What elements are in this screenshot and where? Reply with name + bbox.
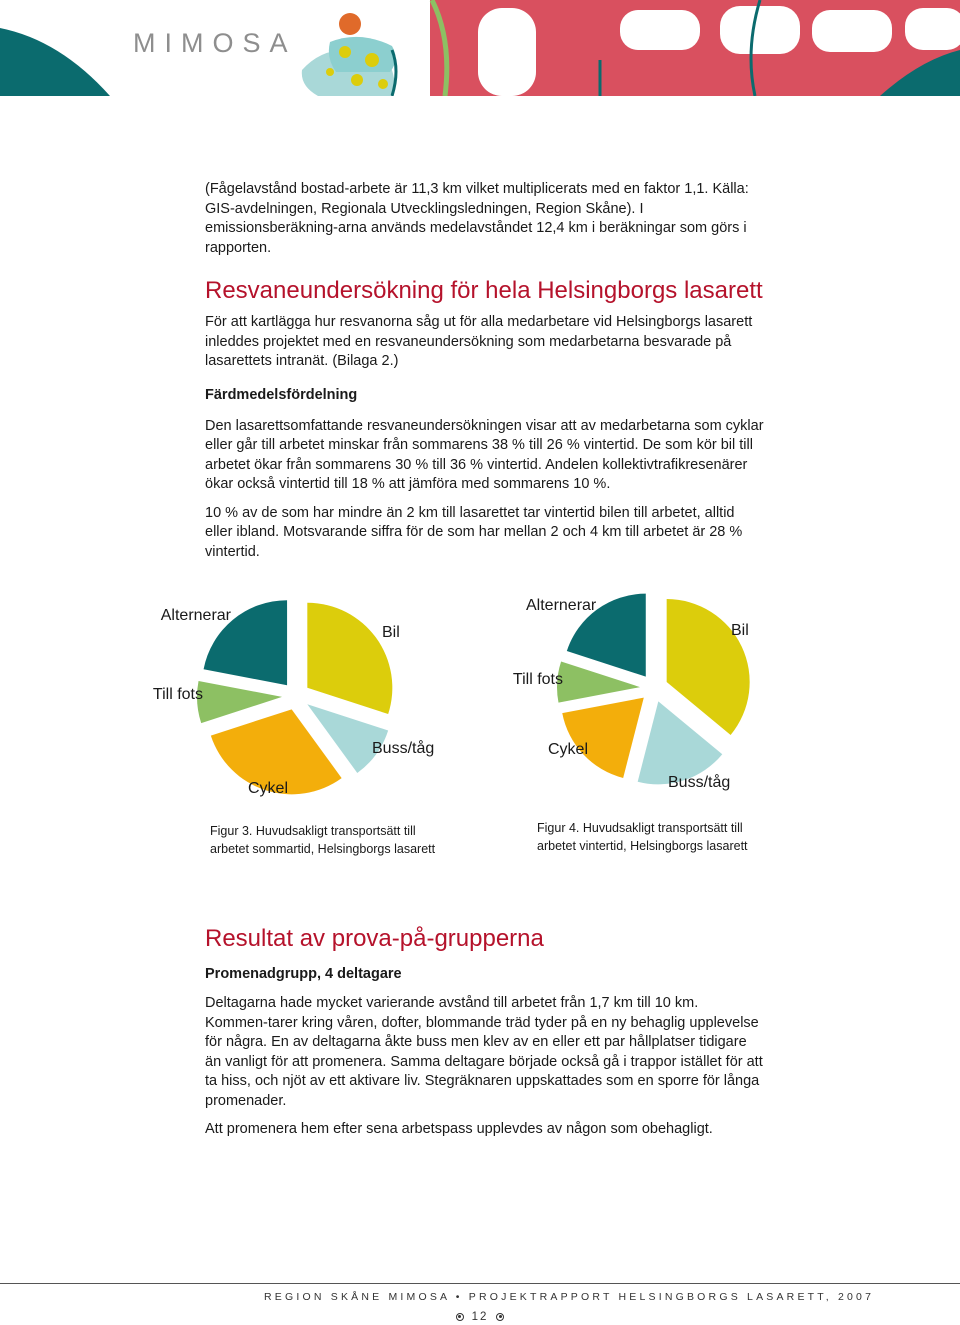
pie-slice-bil <box>307 603 392 714</box>
pie-label: Buss/tåg <box>668 774 731 791</box>
figure-spot-icon <box>365 53 379 67</box>
section-resvaneundersokning <box>205 276 765 571</box>
page-number <box>0 1311 960 1323</box>
banner-pill <box>478 8 536 96</box>
figure-spot-icon <box>326 68 334 76</box>
figure-torso-icon <box>329 37 396 72</box>
section-paragraph: För att kartlägga hur resvanorna såg ut för alla medarbetare vid Helsingborgs lasarett inleddes projektet med en resvaneundersökning som medarbetarna besvarade på lasarettets intranät. (Bilaga 2.) <box>205 314 753 369</box>
pie-chart-winter <box>513 594 750 791</box>
pie-label: Buss/tåg <box>372 740 435 757</box>
figure-head-icon <box>339 13 361 35</box>
banner-pill <box>620 10 700 50</box>
bullet-icon <box>496 1313 504 1321</box>
intro-paragraph: (Fågelavstånd bostad-arbete är 11,3 km vilket multiplicerats med en faktor 1,1. Källa: GIS-avdelningen, Regionala Utvecklingsledningen, Region Skåne). I emissionsberäkning-arna används medelavståndet 12,4 km i beräkningar som görs i rapporten. <box>205 181 749 256</box>
section-subheading: Färdmedelsfördelning <box>205 386 358 403</box>
banner-teal-left <box>0 28 110 96</box>
footer-text: REGION SKÅNE MIMOSA • PROJEKTRAPPORT HELSINGBORGS LASARETT, 2007 <box>264 1291 875 1303</box>
section-title: Resvaneundersökning för hela Helsingborgs lasarett <box>205 277 763 304</box>
footer-divider <box>0 1283 960 1284</box>
pie-slice-bil <box>667 599 750 735</box>
figure-spot-icon <box>351 74 363 86</box>
banner-pill <box>720 6 800 54</box>
body-paragraph: Deltagarna hade mycket varierande avstånd till arbetet från 1,7 km till 10 km. Kommen-tarer kring våren, dofter, blommande träd tyder på en ny behaglig upplevelse för några. En av deltagarna åkte buss men klev av en eller ett par hållplatser tidigare än vanligt för att promenera. Samma deltagare började också gå i trappor istället för att ta hiss, och njöt av ett aktivare liv. Stegräknaren uppskattades som en sporre för långa promenader. <box>205 995 763 1109</box>
intro-block <box>205 180 765 267</box>
figure-spot-icon <box>339 46 351 58</box>
pie-label: Till fots <box>512 671 563 688</box>
pie-label: Alternerar <box>526 597 597 614</box>
banner-pill <box>905 8 960 50</box>
section-subheading: Promenadgrupp, 4 deltagare <box>205 966 402 982</box>
banner-pill <box>812 10 892 52</box>
bullet-icon <box>456 1313 464 1321</box>
pie-label: Till fots <box>152 686 203 703</box>
pie-chart-summer <box>153 600 434 797</box>
pie-label: Cykel <box>548 741 589 758</box>
brand-logo-text: MIMOSA <box>133 28 297 58</box>
body-paragraph: Att promenera hem efter sena arbetspass upplevdes av någon som obehagligt. <box>205 1121 713 1137</box>
body-paragraph: Den lasarettsomfattande resvaneundersökningen visar att av medarbetarna som cyklar eller går till arbetet minskar från sommarens 38 % till 26 % vintertid. De som kör bil till arbetet ökar från sommarens 30 % till 36 % vintertid. Andelen kollektivtrafikresenärer ökar också vintertid till 18 % att jämföra med sommarens 10 %. <box>205 417 764 492</box>
caption-line: arbetet sommartid, Helsingborgs lasarett <box>210 842 436 856</box>
pie-label: Bil <box>382 624 400 641</box>
header-banner <box>0 0 960 96</box>
pie-slice-cykel <box>562 698 644 778</box>
pie-label: Cykel <box>248 780 289 797</box>
figure-caption-winter <box>537 819 797 855</box>
page-number-value: 12 <box>471 1311 489 1323</box>
pie-label: Alternerar <box>160 607 231 624</box>
caption-line: arbetet vintertid, Helsingborgs lasarett <box>537 839 748 853</box>
figure-spot-icon <box>378 79 388 89</box>
body-paragraph: 10 % av de som har mindre än 2 km till lasarettet tar vintertid bilen till arbetet, alltid eller ibland. Motsvarande siffra för de som har mellan 2 och 4 km till arbetet är 28 % vintertid. <box>205 504 743 560</box>
figure-caption-summer <box>210 822 470 858</box>
caption-line: Figur 3. Huvudsakligt transportsätt till <box>210 824 416 838</box>
section-resultat <box>205 924 765 1149</box>
caption-line: Figur 4. Huvudsakligt transportsätt till <box>537 821 743 835</box>
section-title: Resultat av prova-på-grupperna <box>205 925 544 952</box>
pie-label: Bil <box>731 622 749 639</box>
pie-charts <box>0 580 960 810</box>
